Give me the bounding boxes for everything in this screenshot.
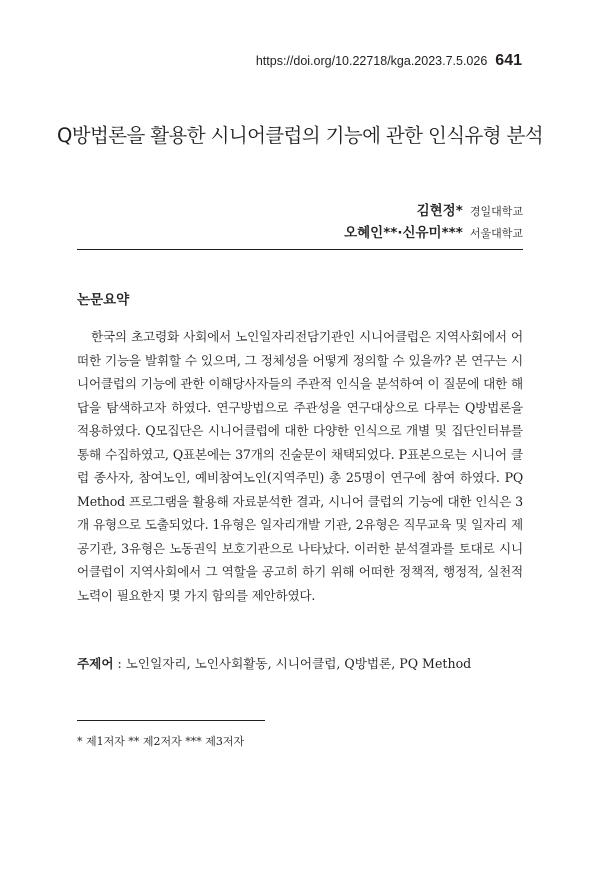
- author-names: 김현정*: [416, 203, 463, 219]
- page-number: 641: [495, 52, 522, 69]
- running-header: [256, 52, 522, 70]
- paper-title: Q방법론을 활용한 시니어클럽의 기능에 관한 인식유형 분석: [56, 124, 544, 147]
- footnote-divider: [77, 720, 265, 721]
- author-footnote: * 제1저자 ** 제2저자 *** 제3저자: [77, 735, 245, 748]
- author-line-1: [417, 199, 523, 219]
- author-line-2: [344, 221, 523, 241]
- author-names: 오혜인**·신유미***: [344, 225, 463, 241]
- doi-link[interactable]: https://doi.org/10.22718/kga.2023.7.5.026: [255, 54, 488, 68]
- title-divider: [77, 249, 523, 250]
- author-affiliation: 서울대학교: [469, 227, 523, 240]
- abstract-body: 한국의 초고령화 사회에서 노인일자리전담기관인 시니어클럽은 지역사회에서 어떠한 기능을 발휘할 수 있으며, 그 정체성을 어떻게 정의할 수 있을까? 본 연구는 시니어클럽의 기능에 관한 이해당사자들의 주관적 인식을 분석하여 이 질문에 대한 해답을 탐색하고자 하였다. 연구방법으로 주관성을 연구대상으로 다루는 Q방법론을 적용하였다. Q모집단은 시니어클럽에 대한 다양한 인식으로 개별 및 집단인터뷰를 통해 수집하였고, Q표본에는 37개의 진술문이 채택되었다. P표본으로는 시니어 클럽 종사자, 참여노인, 예비참여노인(지역주민) 총 25명이 연구에 참여 하였다. PQ Method 프로그램을 활용해 자료분석한 결과, 시니어 클럽의 기능에 대한 인식은 3개 유형으로 도출되었다. 1유형은 일자리개발 기관, 2유형은 직무교육 및 일자리 제공기관, 3유형은 노동권익 보호기관으로 나타났다. 이러한 분석결과를 토대로 시니어클럽이 지역사회에서 그 역할을 공고히 하기 위해 어떠한 정책적, 행정적, 실천적 노력이 필요한지 몇 가지 함의를 제안하였다.: [77, 329, 523, 603]
- keywords-separator: :: [113, 656, 126, 671]
- keywords-line: [77, 653, 523, 672]
- keywords-label: 주제어: [77, 656, 114, 671]
- abstract-heading: 논문요약: [77, 292, 130, 308]
- keywords-text: 노인일자리, 노인사회활동, 시니어클럽, Q방법론, PQ Method: [125, 656, 472, 671]
- author-affiliation: 경일대학교: [469, 205, 523, 218]
